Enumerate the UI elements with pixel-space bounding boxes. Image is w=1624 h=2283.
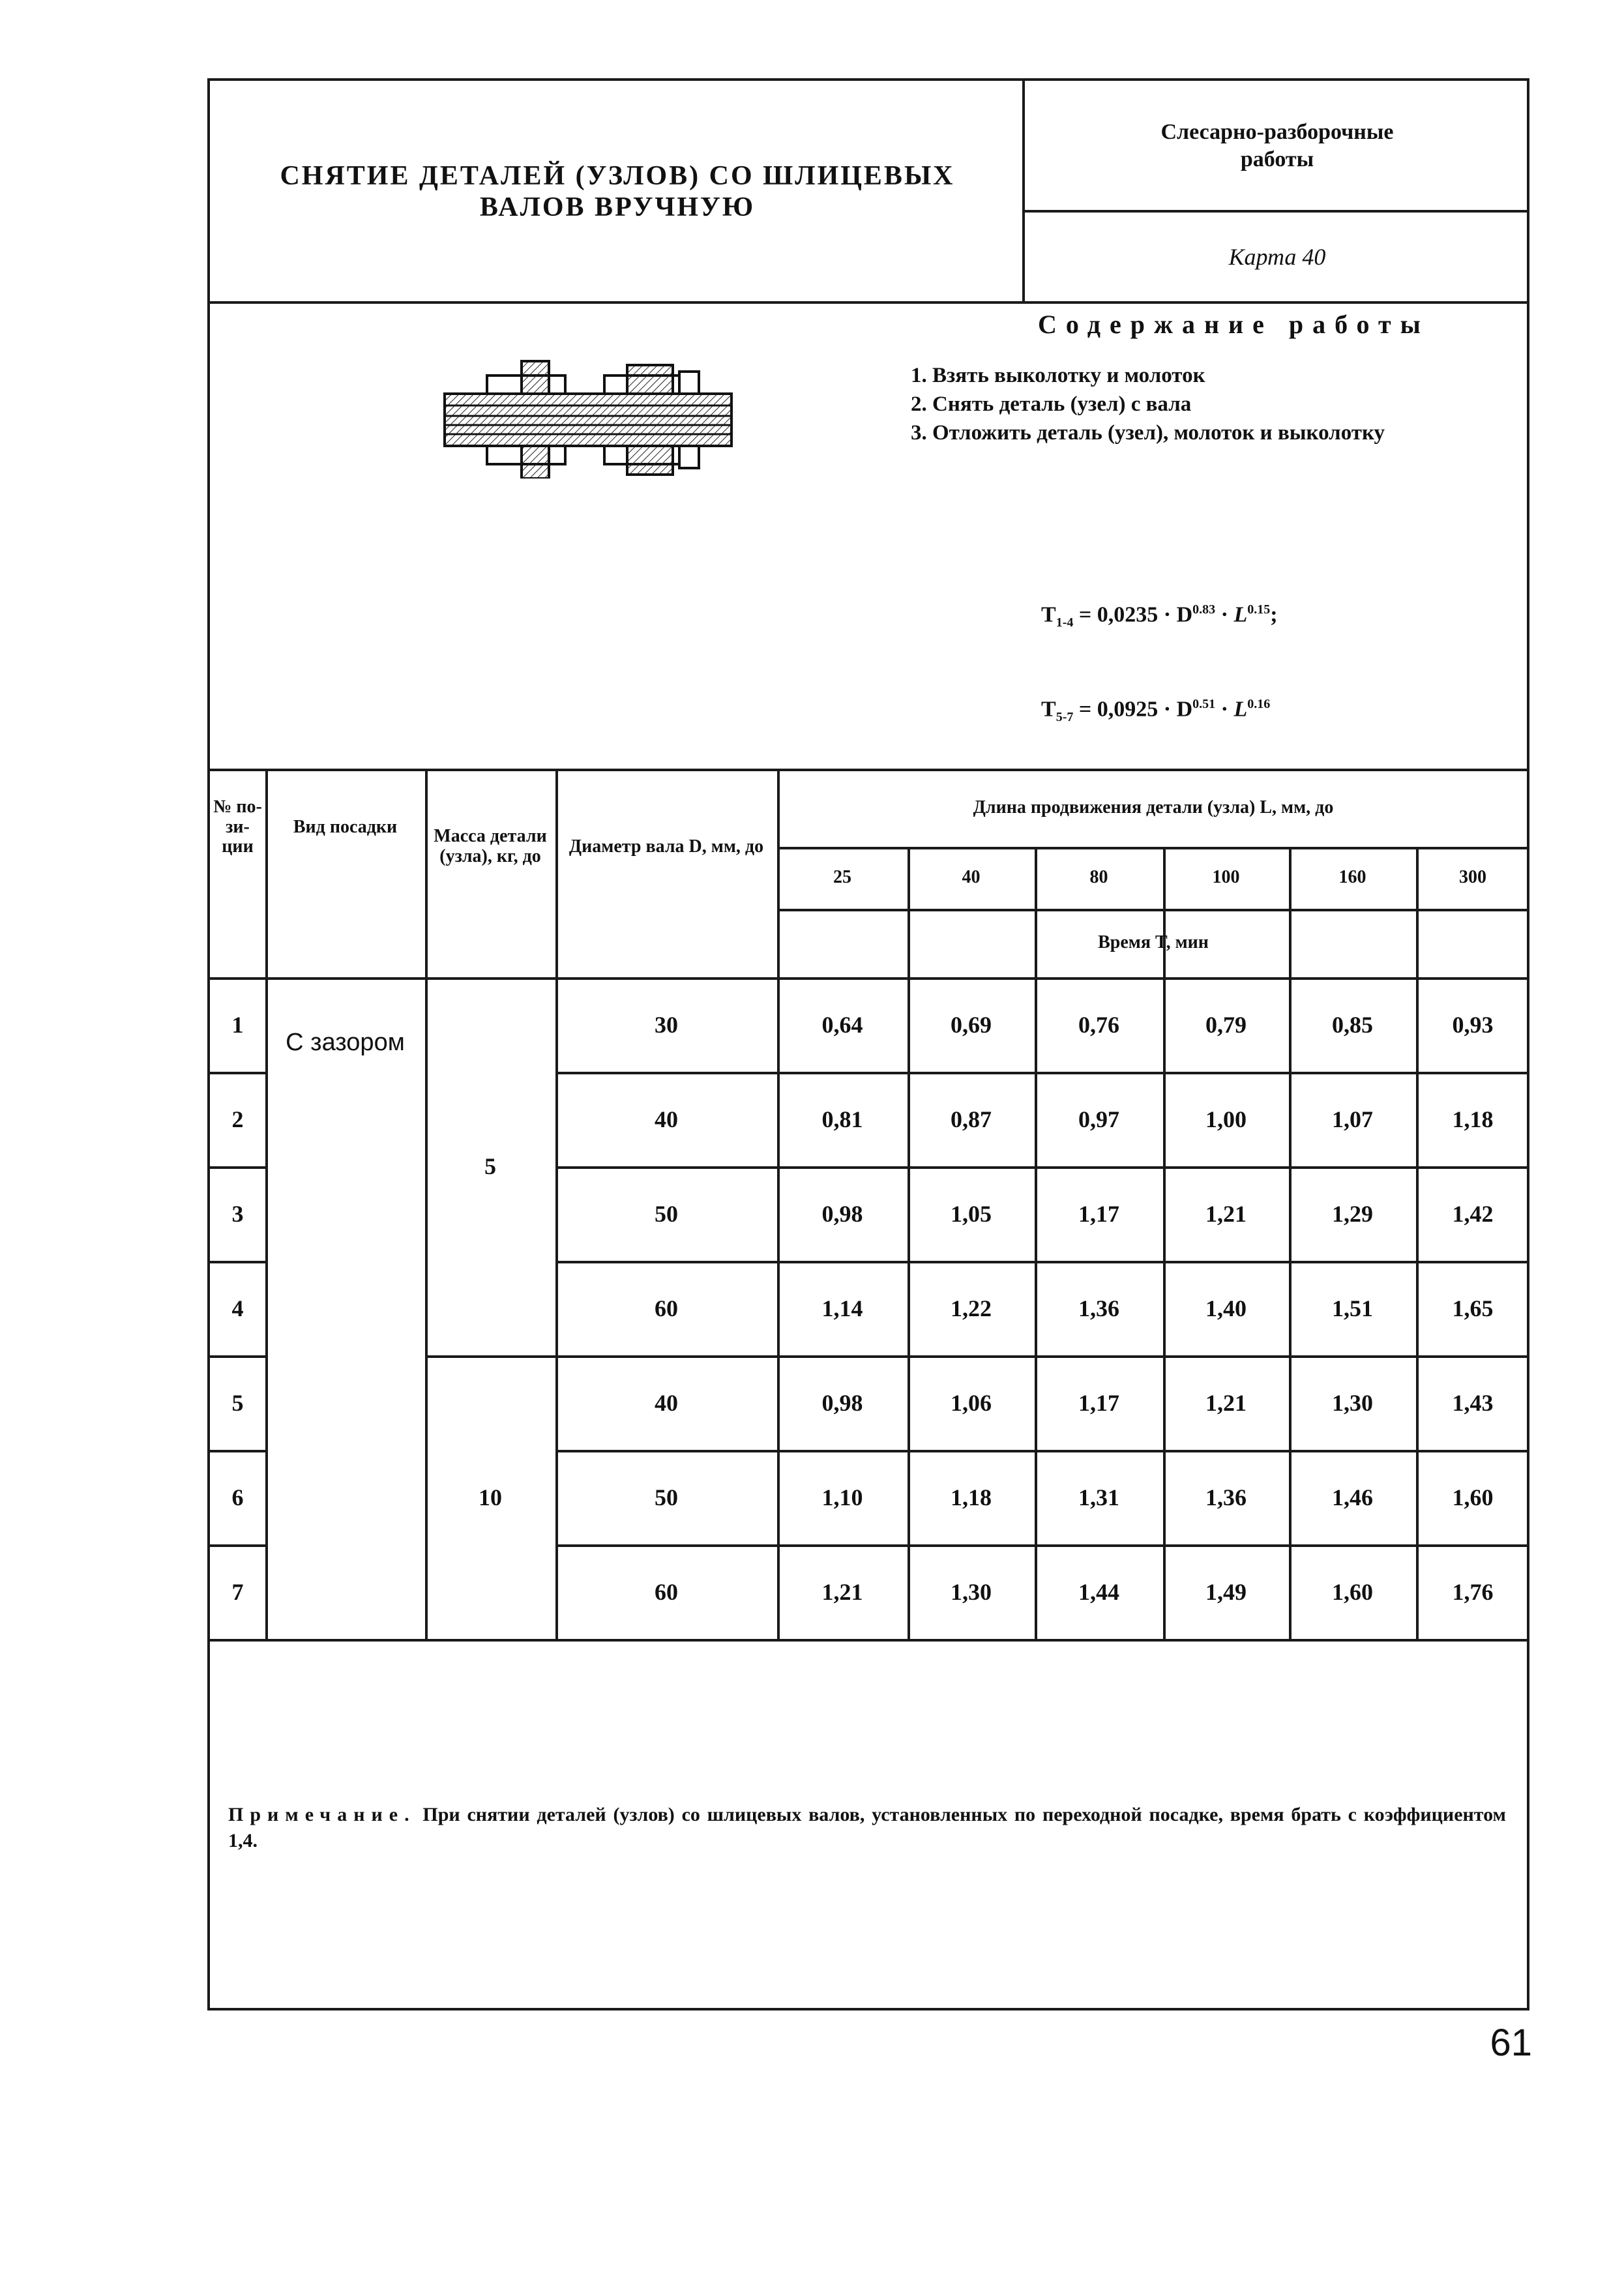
time-value: 0,85 — [1332, 1011, 1373, 1038]
formula-t5-7: $T_{5-7} = 0,0925 \cdot D^{0.51} \cdot L^{0.16}$ — [1041, 697, 1271, 725]
header-length-160: 160 — [1338, 867, 1366, 888]
time-value: 1,06 — [951, 1389, 992, 1416]
header-length-25: 25 — [833, 867, 851, 888]
time-value: 0,69 — [951, 1011, 992, 1038]
mass-group: 5 — [484, 1153, 496, 1179]
header-length-300: 300 — [1459, 867, 1486, 888]
time-value: 1,18 — [1452, 1106, 1494, 1132]
spline-shaft-drawing — [438, 348, 751, 479]
time-value: 0,98 — [821, 1200, 863, 1227]
row-position: 6 — [231, 1484, 244, 1510]
row-position: 5 — [231, 1389, 244, 1416]
header-time: Время T, мин — [1098, 932, 1209, 953]
card-number: Карта 40 — [1228, 244, 1326, 270]
header-length-100: 100 — [1212, 867, 1240, 888]
time-value: 1,05 — [951, 1200, 992, 1227]
time-value: 1,21 — [1205, 1389, 1247, 1416]
time-value: 1,46 — [1332, 1484, 1373, 1510]
work-content-heading: Содержание работы — [1038, 310, 1430, 339]
time-value: 1,36 — [1078, 1295, 1119, 1321]
time-value: 0,98 — [821, 1389, 863, 1416]
time-value: 1,43 — [1452, 1389, 1494, 1416]
card-frame — [207, 78, 1529, 2011]
row-diameter: 60 — [655, 1578, 678, 1605]
time-value: 1,30 — [951, 1578, 992, 1605]
header-fit: Вид посадки — [293, 816, 398, 837]
table-rule — [210, 1639, 1529, 1642]
time-value: 1,60 — [1452, 1484, 1494, 1510]
time-value: 1,36 — [1205, 1484, 1247, 1510]
row-position: 2 — [231, 1106, 244, 1132]
work-steps — [911, 361, 1563, 447]
row-diameter: 40 — [655, 1389, 678, 1416]
row-diameter: 50 — [655, 1484, 678, 1510]
time-value: 0,97 — [1078, 1106, 1119, 1132]
time-value: 1,31 — [1078, 1484, 1119, 1510]
row-diameter: 50 — [655, 1200, 678, 1227]
time-value: 1,17 — [1078, 1200, 1119, 1227]
header-bottom-rule — [210, 301, 1529, 304]
time-value: 1,44 — [1078, 1578, 1119, 1605]
table-rule — [265, 769, 268, 1639]
header-mass: Масса детали (узла), кг, до — [434, 826, 547, 866]
note-text: При снятии деталей (узлов) со шлицевых валов, установленных по переходной посадке, время брать с коэффициентом 1,4. — [228, 1804, 1506, 1851]
time-value: 1,30 — [1332, 1389, 1373, 1416]
page-number: 61 — [1490, 2022, 1532, 2064]
formula-t1-4: $T_{1-4} = 0,0235 \cdot D^{0.83} \cdot L^{0.15}$; — [1041, 602, 1278, 630]
header-diameter: Диаметр вала D, мм, до — [568, 836, 764, 857]
header-position: № по-зи-ции — [213, 796, 262, 857]
row-diameter: 40 — [655, 1106, 678, 1132]
time-value: 0,87 — [951, 1106, 992, 1132]
header-length-group: Длина продвижения детали (узла) L, мм, до — [973, 797, 1334, 817]
time-value: 1,40 — [1205, 1295, 1247, 1321]
work-step: 2. Снять деталь (узел) с вала — [911, 392, 1192, 416]
time-value: 1,51 — [1332, 1295, 1373, 1321]
card-title: СНЯТИЕ ДЕТАЛЕЙ (УЗЛОВ) СО ШЛИЦЕВЫХ ВАЛОВ ВРУЧНУЮ — [280, 160, 955, 222]
time-value: 1,76 — [1452, 1578, 1494, 1605]
time-value: 0,79 — [1205, 1011, 1247, 1038]
time-value: 1,21 — [821, 1578, 863, 1605]
time-value: 0,76 — [1078, 1011, 1119, 1038]
row-position: 1 — [231, 1011, 244, 1038]
time-value: 1,65 — [1452, 1295, 1494, 1321]
row-diameter: 30 — [655, 1011, 678, 1038]
time-value: 1,29 — [1332, 1200, 1373, 1227]
row-position: 4 — [231, 1295, 244, 1321]
work-step: 3. Отложить деталь (узел), молоток и выколотку — [911, 421, 1385, 445]
time-value: 1,49 — [1205, 1578, 1247, 1605]
fit-type: С зазором — [286, 1028, 405, 1056]
time-value: 1,18 — [951, 1484, 992, 1510]
row-diameter: 60 — [655, 1295, 678, 1321]
time-value: 1,22 — [951, 1295, 992, 1321]
header-length-80: 80 — [1089, 867, 1108, 888]
time-value: 1,00 — [1205, 1106, 1247, 1132]
time-value: 1,60 — [1332, 1578, 1373, 1605]
time-value: 0,93 — [1452, 1011, 1494, 1038]
time-value: 1,10 — [821, 1484, 863, 1510]
time-value: 0,64 — [821, 1011, 863, 1038]
time-value: 1,07 — [1332, 1106, 1373, 1132]
work-category: Слесарно-разборочные работы — [1160, 119, 1394, 171]
time-value: 1,17 — [1078, 1389, 1119, 1416]
mass-group: 10 — [479, 1484, 502, 1510]
row-position: 3 — [231, 1200, 244, 1227]
time-value: 1,21 — [1205, 1200, 1247, 1227]
work-step: 1. Взять выколотку и молоток — [911, 364, 1205, 387]
time-value: 1,42 — [1452, 1200, 1494, 1227]
time-value: 1,14 — [821, 1295, 863, 1321]
note-label: Примечание. — [228, 1804, 416, 1825]
row-position: 7 — [231, 1578, 244, 1605]
header-length-40: 40 — [962, 867, 981, 888]
time-value: 0,81 — [821, 1106, 863, 1132]
note — [228, 1802, 1506, 1854]
